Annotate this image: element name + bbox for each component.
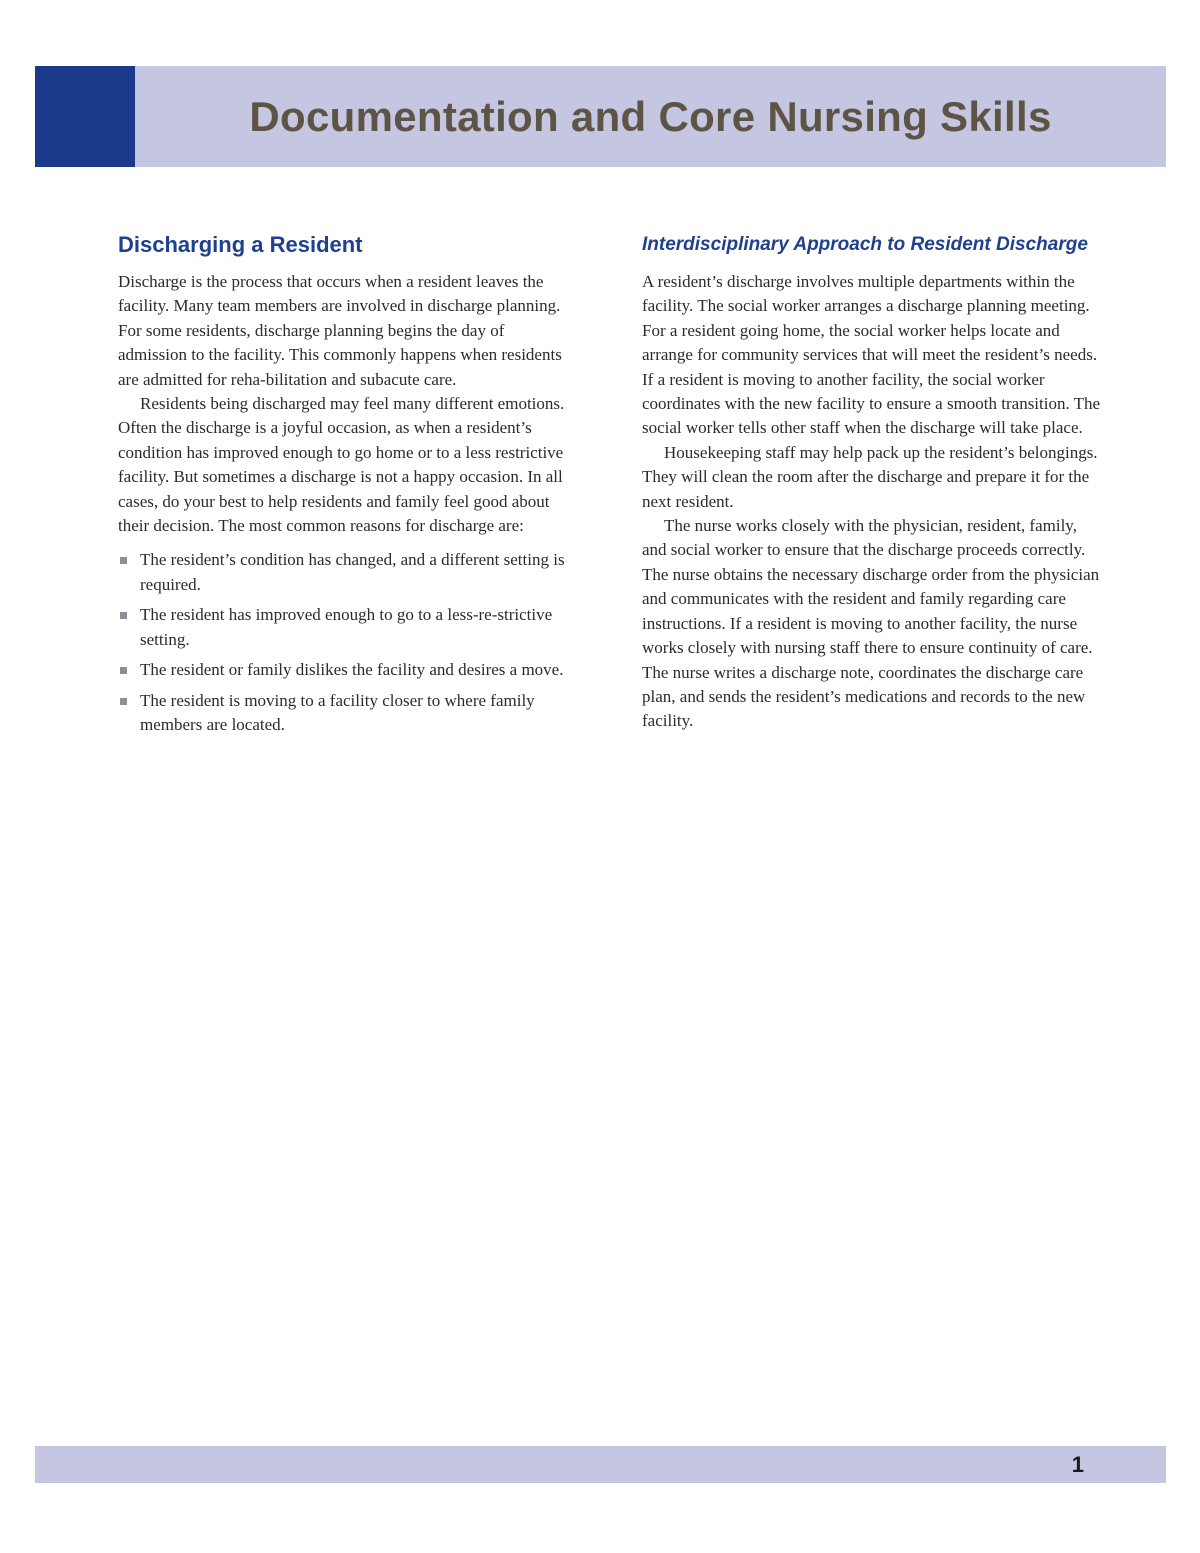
paragraph: Discharge is the process that occurs when a resident leaves the facility. Many team members are involved in discharge planning. For some residents, discharge planning begins the day of admission to the facility. This commonly happens when residents are admitted for reha-bilitation and subacute care.: [118, 272, 562, 389]
discharge-reasons-list: [118, 548, 568, 737]
footer-band: [35, 1446, 1166, 1483]
list-item-text: The resident has improved enough to go to a less-re-strictive setting.: [140, 605, 553, 649]
right-column: [642, 228, 1104, 734]
list-item-text: The resident’s condition has changed, and a different setting is required.: [140, 550, 565, 594]
list-item: [118, 548, 568, 597]
page-number: 1: [1071, 1452, 1084, 1477]
paragraph: Housekeeping staff may help pack up the resident’s belongings. They will clean the room after the discharge and prepare it for the next resident.: [642, 442, 1098, 511]
page-title: Documentation and Core Nursing Skills: [249, 93, 1052, 140]
list-item: [118, 689, 568, 738]
square-bullet-icon: [120, 667, 127, 674]
paragraph: A resident’s discharge involves multiple departments within the facility. The social worker arranges a discharge planning meeting. For a resident going home, the social worker helps locate and arrange for community services that will meet the resident’s needs. If a resident is moving to another facility, the social worker coordinates with the new facility to ensure a smooth transition. The social worker tells other staff when the discharge will take place.: [642, 272, 1101, 438]
list-item-text: The resident is moving to a facility closer to where family members are located.: [140, 690, 535, 734]
header-accent-block: [35, 66, 135, 167]
paragraph: The nurse works closely with the physician, resident, family, and social worker to ensure that the discharge proceeds correctly. The nurse obtains the necessary discharge order from the physician and communicates with the resident and family regarding care instructions. If a resident is moving to another facility, the nurse works closely with nursing staff there to ensure continuity of care. The nurse writes a discharge note, coordinates the discharge care plan, and sends the resident’s medications and records to the new facility.: [642, 516, 1100, 731]
square-bullet-icon: [120, 557, 127, 564]
left-column: [118, 228, 568, 743]
section-heading-interdisciplinary: Interdisciplinary Approach to Resident Discharge: [642, 234, 1088, 255]
square-bullet-icon: [120, 612, 127, 619]
list-item: [118, 658, 568, 682]
header-band: [35, 66, 1166, 167]
paragraph: Residents being discharged may feel many different emotions. Often the discharge is a joyful occasion, as when a resident’s condition has improved enough to go home or to a less restrictive facility. But sometimes a discharge is not a happy occasion. In all cases, do your best to help residents and family feel good about their decision. The most common reasons for discharge are:: [118, 394, 565, 536]
list-item: [118, 603, 568, 652]
section-heading-discharging: Discharging a Resident: [118, 232, 363, 257]
list-item-text: The resident or family dislikes the facility and desires a move.: [140, 660, 564, 680]
square-bullet-icon: [120, 698, 127, 705]
